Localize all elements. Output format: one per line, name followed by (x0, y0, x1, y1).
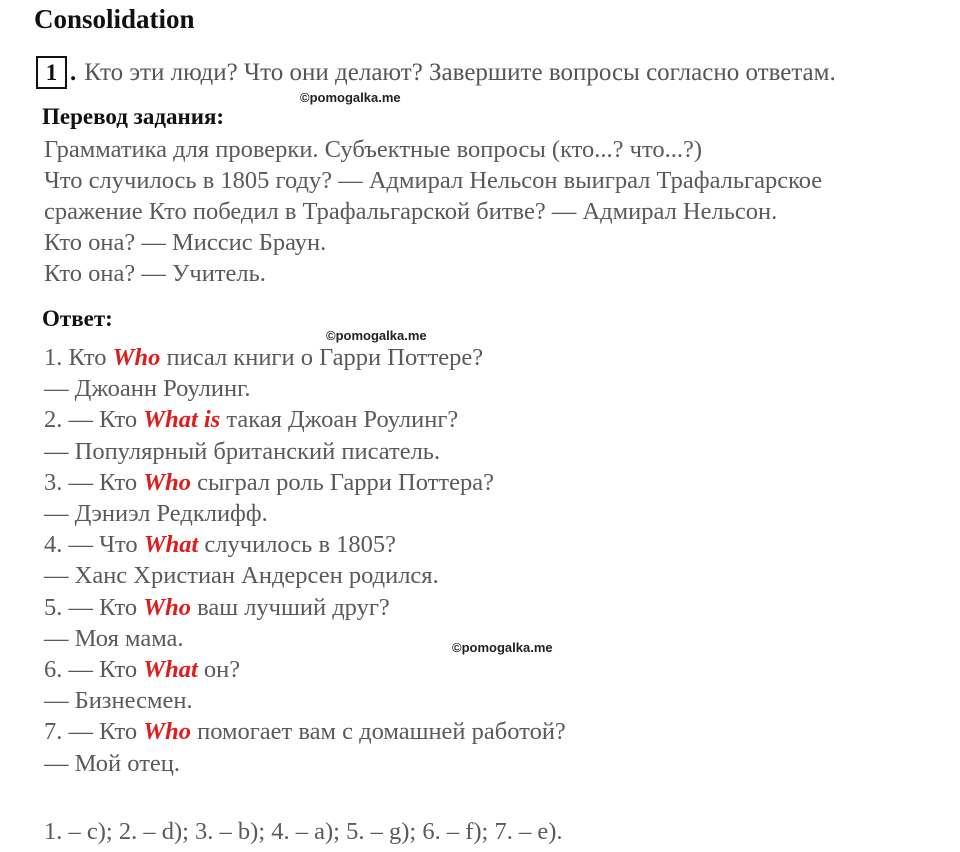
answer-line (44, 344, 483, 372)
answer-line (44, 375, 251, 403)
translation-line: Кто она? — Миссис Браун. (44, 229, 327, 256)
answer-text: 4. — Что (44, 531, 144, 559)
task-number-box: 1 (36, 56, 67, 89)
answer-text: 5. — Кто (44, 593, 144, 621)
answer-text: 2. — Кто (44, 406, 144, 434)
translation-line: сражение Кто победил в Трафальгарской битве? — Адмирал Нельсон. (44, 198, 778, 225)
answer-text: ваш лучший друг? (190, 593, 390, 621)
answer-text: 3. — Кто (44, 468, 144, 496)
watermark: ©pomogalka.me (452, 640, 553, 655)
answer-line (44, 531, 396, 559)
answer-line (44, 594, 390, 622)
answer-line (44, 406, 458, 434)
answer-text: — Ханс Христиан Андерсен родился. (44, 562, 439, 590)
answer-text: — Моя мама. (44, 624, 184, 652)
answer-text: — Мой отец. (44, 749, 181, 777)
answer-keyword: What is (143, 406, 221, 434)
answer-text: 6. — Кто (44, 656, 144, 683)
watermark: ©pomogalka.me (326, 328, 427, 343)
translation-line: Кто она? — Учитель. (44, 260, 266, 287)
answer-heading: Ответ: (42, 306, 113, 331)
answer-line (44, 687, 193, 715)
answer-line (44, 500, 268, 528)
answer-keyword: Who (112, 344, 161, 371)
translation-line: Грамматика для проверки. Субъектные вопросы (кто...? что...?) (44, 136, 703, 163)
answer-text: — Популярный британский писатель. (44, 437, 441, 465)
answer-text: 7. — Кто (44, 718, 144, 746)
answer-line (44, 750, 180, 778)
answer-text: сыграл роль Гарри Поттера? (190, 468, 494, 496)
answer-text: случилось в 1805? (198, 531, 397, 559)
answer-line (44, 718, 566, 746)
answer-text: он? (197, 656, 241, 683)
answer-text: такая Джоан Роулинг? (220, 406, 459, 434)
answer-key: 1. – c); 2. – d); 3. – b); 4. – a); 5. – g); 6. – f); 7. – e). (44, 818, 563, 845)
answer-text: помогает вам с домашней работой? (190, 718, 566, 746)
task-row (36, 56, 836, 89)
answer-text: — Бизнесмен. (44, 687, 193, 715)
task-number-dot: . (70, 58, 77, 86)
answer-keyword: What (143, 531, 199, 559)
answer-line (44, 438, 440, 466)
page-title: Consolidation (34, 4, 195, 34)
answer-keyword: Who (143, 718, 191, 746)
watermark: ©pomogalka.me (300, 90, 401, 105)
answer-line (44, 469, 494, 497)
answer-line (44, 625, 184, 653)
answer-text: 1. Кто (44, 344, 113, 371)
answer-keyword: Who (143, 468, 191, 496)
task-text: Кто эти люди? Что они делают? Завершите вопросы согласно ответам. (84, 58, 836, 86)
answer-text: писал книги о Гарри Поттере? (160, 344, 484, 371)
answer-text: — Дэниэл Редклифф. (44, 500, 268, 527)
answer-line (44, 562, 439, 590)
translation-heading: Перевод задания: (42, 104, 225, 129)
answer-keyword: What (143, 656, 198, 683)
answer-keyword: Who (143, 593, 191, 621)
answer-line (44, 656, 240, 684)
translation-line: Что случилось в 1805 году? — Адмирал Нельсон выиграл Трафальгарское (44, 167, 823, 194)
answer-text: — Джоанн Роулинг. (44, 375, 251, 403)
